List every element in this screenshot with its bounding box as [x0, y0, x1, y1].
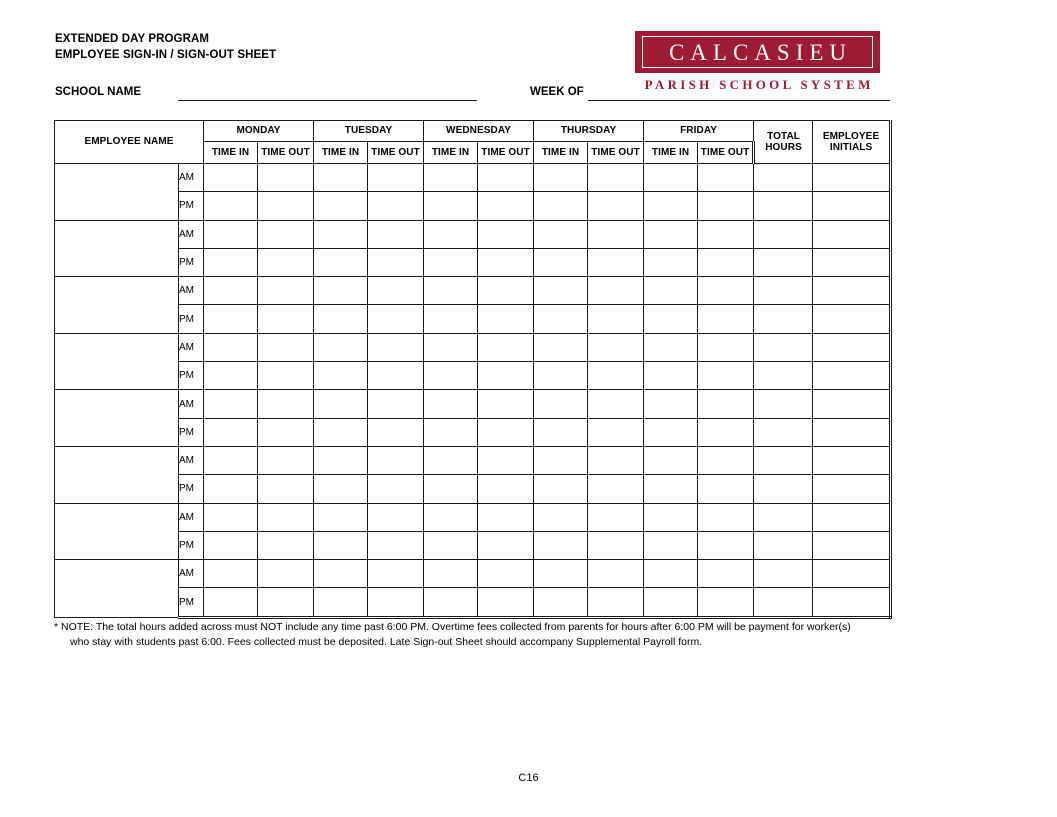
time-entry-cell[interactable]: [478, 305, 534, 333]
logo-subtitle: PARISH SCHOOL SYSTEM: [644, 77, 874, 92]
time-entry-cell[interactable]: [258, 192, 314, 220]
calcasieu-parish-logo: [635, 31, 880, 93]
total-hours-cell[interactable]: [754, 560, 813, 588]
employee-name-cell[interactable]: [55, 220, 179, 277]
time-entry-cell[interactable]: [424, 475, 478, 503]
time-entry-cell[interactable]: [588, 503, 644, 531]
time-entry-cell[interactable]: [258, 164, 314, 192]
time-entry-cell[interactable]: [368, 446, 424, 474]
time-entry-cell[interactable]: [478, 446, 534, 474]
logo-box: [635, 31, 880, 73]
time-entry-cell[interactable]: [368, 390, 424, 418]
time-entry-cell[interactable]: [698, 164, 754, 192]
time-entry-cell[interactable]: [424, 390, 478, 418]
time-entry-cell[interactable]: [644, 446, 698, 474]
period-label-pm: PM: [179, 588, 204, 617]
time-entry-cell[interactable]: [314, 362, 368, 390]
header-day-thursday: THURSDAY: [534, 121, 644, 142]
time-entry-cell[interactable]: [258, 362, 314, 390]
time-entry-cell[interactable]: [368, 588, 424, 617]
time-entry-cell[interactable]: [204, 390, 258, 418]
time-entry-cell[interactable]: [644, 560, 698, 588]
employee-initials-cell[interactable]: [813, 418, 891, 446]
time-entry-cell[interactable]: [314, 531, 368, 559]
period-label-am: AM: [179, 560, 204, 588]
time-entry-cell[interactable]: [478, 475, 534, 503]
period-label-pm: PM: [179, 475, 204, 503]
table-row: [55, 475, 891, 503]
time-entry-cell[interactable]: [644, 362, 698, 390]
total-hours-cell[interactable]: [754, 305, 813, 333]
time-entry-cell[interactable]: [644, 588, 698, 617]
period-label-pm: PM: [179, 305, 204, 333]
time-entry-cell[interactable]: [698, 418, 754, 446]
employee-initials-cell[interactable]: [813, 362, 891, 390]
time-entry-cell[interactable]: [534, 475, 588, 503]
period-label-pm: PM: [179, 418, 204, 446]
time-entry-cell[interactable]: [534, 305, 588, 333]
time-entry-cell[interactable]: [314, 418, 368, 446]
header-friday-time-in: TIME IN: [644, 142, 698, 164]
time-entry-cell[interactable]: [588, 588, 644, 617]
time-entry-cell[interactable]: [424, 248, 478, 276]
employee-initials-cell[interactable]: [813, 192, 891, 220]
total-hours-cell[interactable]: [754, 390, 813, 418]
time-entry-cell[interactable]: [644, 277, 698, 305]
employee-initials-cell[interactable]: [813, 446, 891, 474]
time-entry-cell[interactable]: [534, 588, 588, 617]
header-thursday-time-in: TIME IN: [534, 142, 588, 164]
time-entry-cell[interactable]: [258, 305, 314, 333]
header-thursday-time-out: TIME OUT: [588, 142, 644, 164]
time-entry-cell[interactable]: [588, 164, 644, 192]
time-entry-cell[interactable]: [644, 305, 698, 333]
time-entry-cell[interactable]: [644, 531, 698, 559]
time-entry-cell[interactable]: [314, 390, 368, 418]
employee-initials-cell[interactable]: [813, 248, 891, 276]
time-entry-cell[interactable]: [368, 277, 424, 305]
employee-initials-cell[interactable]: [813, 277, 891, 305]
time-entry-cell[interactable]: [478, 418, 534, 446]
time-entry-cell[interactable]: [368, 164, 424, 192]
time-entry-cell[interactable]: [478, 333, 534, 361]
time-entry-cell[interactable]: [204, 475, 258, 503]
time-entry-cell[interactable]: [644, 390, 698, 418]
header-employee-initials-line-1: EMPLOYEE: [822, 130, 880, 142]
time-entry-cell[interactable]: [314, 503, 368, 531]
time-entry-cell[interactable]: [478, 588, 534, 617]
document-title-line-1: EXTENDED DAY PROGRAM: [55, 33, 210, 45]
table-row: [55, 446, 891, 474]
time-entry-cell[interactable]: [588, 248, 644, 276]
total-hours-cell[interactable]: [754, 475, 813, 503]
time-entry-cell[interactable]: [588, 560, 644, 588]
time-entry-cell[interactable]: [424, 446, 478, 474]
time-entry-cell[interactable]: [204, 248, 258, 276]
time-entry-cell[interactable]: [204, 531, 258, 559]
time-entry-cell[interactable]: [698, 588, 754, 617]
time-entry-cell[interactable]: [368, 560, 424, 588]
time-entry-cell[interactable]: [204, 446, 258, 474]
table-row: [55, 277, 891, 305]
period-label-am: AM: [179, 164, 204, 192]
period-label-am: AM: [179, 390, 204, 418]
table-header: [55, 121, 891, 164]
time-entry-cell[interactable]: [424, 220, 478, 248]
time-entry-cell[interactable]: [644, 192, 698, 220]
table-row: [55, 588, 891, 617]
time-entry-cell[interactable]: [534, 446, 588, 474]
time-entry-cell[interactable]: [424, 588, 478, 617]
time-entry-cell[interactable]: [314, 220, 368, 248]
time-entry-cell[interactable]: [478, 192, 534, 220]
time-entry-cell[interactable]: [368, 333, 424, 361]
employee-initials-cell[interactable]: [813, 333, 891, 361]
time-entry-cell[interactable]: [644, 503, 698, 531]
table-row: [55, 560, 891, 588]
time-entry-cell[interactable]: [258, 531, 314, 559]
total-hours-cell[interactable]: [754, 192, 813, 220]
time-entry-cell[interactable]: [314, 248, 368, 276]
time-entry-cell[interactable]: [698, 277, 754, 305]
time-entry-cell[interactable]: [424, 418, 478, 446]
time-entry-cell[interactable]: [258, 475, 314, 503]
header-day-friday: FRIDAY: [644, 121, 754, 142]
time-entry-cell[interactable]: [424, 192, 478, 220]
period-label-am: AM: [179, 220, 204, 248]
table-row: [55, 248, 891, 276]
total-hours-cell[interactable]: [754, 164, 813, 192]
total-hours-cell[interactable]: [754, 248, 813, 276]
total-hours-cell[interactable]: [754, 446, 813, 474]
time-entry-cell[interactable]: [644, 164, 698, 192]
time-entry-cell[interactable]: [424, 277, 478, 305]
time-entry-cell[interactable]: [644, 475, 698, 503]
time-entry-cell[interactable]: [424, 362, 478, 390]
time-entry-cell[interactable]: [588, 418, 644, 446]
header-day-monday: MONDAY: [204, 121, 314, 142]
header-wednesday-time-in: TIME IN: [424, 142, 478, 164]
table-row: [55, 305, 891, 333]
time-entry-cell[interactable]: [644, 248, 698, 276]
footnote: [54, 620, 894, 650]
time-entry-cell[interactable]: [588, 362, 644, 390]
time-entry-cell[interactable]: [204, 164, 258, 192]
time-entry-cell[interactable]: [588, 333, 644, 361]
time-entry-cell[interactable]: [368, 503, 424, 531]
header-day-tuesday: TUESDAY: [314, 121, 424, 142]
time-entry-cell[interactable]: [698, 305, 754, 333]
school-name-label: SCHOOL NAME: [55, 86, 142, 98]
school-name-fill-in-line[interactable]: [178, 100, 477, 101]
time-entry-cell[interactable]: [258, 333, 314, 361]
time-entry-cell[interactable]: [424, 531, 478, 559]
time-entry-cell[interactable]: [534, 390, 588, 418]
time-entry-cell[interactable]: [534, 531, 588, 559]
employee-initials-cell[interactable]: [813, 390, 891, 418]
period-label-pm: PM: [179, 192, 204, 220]
time-entry-cell[interactable]: [424, 164, 478, 192]
time-entry-cell[interactable]: [534, 164, 588, 192]
time-entry-cell[interactable]: [478, 531, 534, 559]
time-entry-cell[interactable]: [698, 248, 754, 276]
time-entry-cell[interactable]: [478, 362, 534, 390]
time-entry-cell[interactable]: [478, 503, 534, 531]
time-entry-cell[interactable]: [698, 362, 754, 390]
time-entry-cell[interactable]: [258, 220, 314, 248]
logo-wordmark: CALCASIEU: [668, 39, 853, 65]
time-entry-cell[interactable]: [204, 418, 258, 446]
period-label-pm: PM: [179, 362, 204, 390]
employee-name-cell[interactable]: [55, 560, 179, 618]
time-entry-cell[interactable]: [204, 560, 258, 588]
total-hours-cell[interactable]: [754, 531, 813, 559]
time-entry-cell[interactable]: [588, 531, 644, 559]
time-entry-cell[interactable]: [588, 475, 644, 503]
table-row: [55, 333, 891, 361]
time-entry-cell[interactable]: [258, 560, 314, 588]
time-entry-cell[interactable]: [534, 362, 588, 390]
time-entry-cell[interactable]: [258, 503, 314, 531]
time-entry-cell[interactable]: [478, 164, 534, 192]
employee-initials-cell[interactable]: [813, 164, 891, 192]
table-row: [55, 164, 891, 192]
page-footer: [0, 772, 1057, 784]
header-total-hours: [754, 121, 813, 164]
total-hours-cell[interactable]: [754, 333, 813, 361]
time-entry-cell[interactable]: [314, 277, 368, 305]
time-entry-cell[interactable]: [534, 220, 588, 248]
sign-in-sign-out-table: [54, 120, 892, 619]
time-entry-cell[interactable]: [368, 475, 424, 503]
time-entry-cell[interactable]: [368, 220, 424, 248]
time-entry-cell[interactable]: [368, 531, 424, 559]
time-entry-cell[interactable]: [204, 333, 258, 361]
page-code: C16: [518, 772, 539, 784]
time-entry-cell[interactable]: [588, 192, 644, 220]
time-entry-cell[interactable]: [314, 560, 368, 588]
employee-initials-cell[interactable]: [813, 531, 891, 559]
time-entry-cell[interactable]: [588, 446, 644, 474]
time-entry-cell[interactable]: [698, 560, 754, 588]
time-entry-cell[interactable]: [644, 333, 698, 361]
period-label-am: AM: [179, 503, 204, 531]
header-day-wednesday: WEDNESDAY: [424, 121, 534, 142]
table-row: [55, 531, 891, 559]
header-monday-time-out: TIME OUT: [258, 142, 314, 164]
time-entry-cell[interactable]: [644, 418, 698, 446]
time-entry-cell[interactable]: [698, 192, 754, 220]
time-entry-cell[interactable]: [258, 277, 314, 305]
period-label-am: AM: [179, 333, 204, 361]
time-entry-cell[interactable]: [424, 305, 478, 333]
period-label-am: AM: [179, 277, 204, 305]
time-entry-cell[interactable]: [478, 277, 534, 305]
header-total-hours-line-2: HOURS: [765, 142, 802, 153]
employee-initials-cell[interactable]: [813, 475, 891, 503]
time-entry-cell[interactable]: [314, 192, 368, 220]
time-entry-cell[interactable]: [258, 588, 314, 617]
time-entry-cell[interactable]: [424, 333, 478, 361]
time-entry-cell[interactable]: [534, 560, 588, 588]
employee-name-cell[interactable]: [55, 164, 179, 221]
time-entry-cell[interactable]: [424, 560, 478, 588]
footnote-line-2: who stay with students past 6:00. Fees collected must be deposited. Late Sign-out Sheet should accompany Supplemental Payroll form.: [70, 636, 703, 649]
footnote-line-1: * NOTE: The total hours added across must NOT include any time past 6:00 PM. Overtime fees collected from parents for hours after 6:00 PM will be payment for worker(s): [54, 621, 851, 633]
table-row: [55, 192, 891, 220]
total-hours-cell[interactable]: [754, 362, 813, 390]
time-entry-cell[interactable]: [478, 220, 534, 248]
period-label-pm: PM: [179, 248, 204, 276]
header-employee-initials-line-2: INITIALS: [829, 142, 873, 153]
time-entry-cell[interactable]: [534, 333, 588, 361]
header-employee-initials: [813, 121, 891, 164]
week-of-label: WEEK OF: [530, 86, 584, 98]
employee-initials-cell[interactable]: [813, 588, 891, 617]
time-entry-cell[interactable]: [368, 418, 424, 446]
time-entry-cell[interactable]: [588, 305, 644, 333]
time-entry-cell[interactable]: [204, 277, 258, 305]
header-tuesday-time-in: TIME IN: [314, 142, 368, 164]
time-entry-cell[interactable]: [314, 333, 368, 361]
time-entry-cell[interactable]: [534, 192, 588, 220]
time-entry-cell[interactable]: [368, 362, 424, 390]
time-entry-cell[interactable]: [698, 390, 754, 418]
period-label-pm: PM: [179, 531, 204, 559]
time-entry-cell[interactable]: [314, 475, 368, 503]
employee-name-cell[interactable]: [55, 390, 179, 447]
time-entry-cell[interactable]: [534, 418, 588, 446]
time-entry-cell[interactable]: [698, 475, 754, 503]
time-entry-cell[interactable]: [258, 390, 314, 418]
time-entry-cell[interactable]: [204, 503, 258, 531]
total-hours-cell[interactable]: [754, 503, 813, 531]
time-entry-cell[interactable]: [368, 305, 424, 333]
employee-initials-cell[interactable]: [813, 305, 891, 333]
time-entry-cell[interactable]: [534, 277, 588, 305]
time-entry-cell[interactable]: [534, 248, 588, 276]
time-entry-cell[interactable]: [204, 220, 258, 248]
time-entry-cell[interactable]: [478, 248, 534, 276]
time-entry-cell[interactable]: [644, 220, 698, 248]
employee-name-cell[interactable]: [55, 277, 179, 334]
employee-name-cell[interactable]: [55, 503, 179, 560]
employee-name-cell[interactable]: [55, 446, 179, 503]
employee-initials-cell[interactable]: [813, 503, 891, 531]
time-entry-cell[interactable]: [698, 503, 754, 531]
time-entry-cell[interactable]: [314, 588, 368, 617]
time-entry-cell[interactable]: [588, 220, 644, 248]
document-title-line-2: EMPLOYEE SIGN-IN / SIGN-OUT SHEET: [55, 49, 277, 61]
total-hours-cell[interactable]: [754, 277, 813, 305]
employee-initials-cell[interactable]: [813, 220, 891, 248]
time-entry-cell[interactable]: [698, 220, 754, 248]
week-of-fill-in-line[interactable]: [588, 100, 890, 101]
period-label-am: AM: [179, 446, 204, 474]
time-entry-cell[interactable]: [698, 446, 754, 474]
employee-initials-cell[interactable]: [813, 560, 891, 588]
total-hours-cell[interactable]: [754, 220, 813, 248]
header-friday-time-out: TIME OUT: [698, 142, 754, 164]
header-total-hours-line-1: TOTAL: [767, 130, 800, 142]
time-entry-cell[interactable]: [534, 503, 588, 531]
total-hours-cell[interactable]: [754, 588, 813, 617]
time-entry-cell[interactable]: [204, 588, 258, 617]
time-entry-cell[interactable]: [258, 446, 314, 474]
time-entry-cell[interactable]: [314, 446, 368, 474]
time-entry-cell[interactable]: [314, 164, 368, 192]
header-monday-time-in: TIME IN: [204, 142, 258, 164]
employee-name-cell[interactable]: [55, 333, 179, 390]
time-entry-cell[interactable]: [204, 192, 258, 220]
time-entry-cell[interactable]: [424, 503, 478, 531]
table-row: [55, 220, 891, 248]
table-row: [55, 418, 891, 446]
time-entry-cell[interactable]: [368, 248, 424, 276]
time-entry-cell[interactable]: [204, 305, 258, 333]
table-row: [55, 503, 891, 531]
time-entry-cell[interactable]: [478, 560, 534, 588]
time-entry-cell[interactable]: [314, 305, 368, 333]
time-entry-cell[interactable]: [588, 390, 644, 418]
table-header-row-days: [55, 121, 891, 142]
time-entry-cell[interactable]: [258, 248, 314, 276]
time-entry-cell[interactable]: [698, 531, 754, 559]
time-entry-cell[interactable]: [368, 192, 424, 220]
logo-inner-border: [642, 36, 873, 68]
header-wednesday-time-out: TIME OUT: [478, 142, 534, 164]
time-entry-cell[interactable]: [258, 418, 314, 446]
time-entry-cell[interactable]: [698, 333, 754, 361]
time-entry-cell[interactable]: [588, 277, 644, 305]
time-entry-cell[interactable]: [478, 390, 534, 418]
total-hours-cell[interactable]: [754, 418, 813, 446]
header-tuesday-time-out: TIME OUT: [368, 142, 424, 164]
time-entry-cell[interactable]: [204, 362, 258, 390]
header-employee-name: EMPLOYEE NAME: [55, 121, 204, 164]
table-row: [55, 390, 891, 418]
table-row: [55, 362, 891, 390]
table-body: [55, 164, 891, 618]
